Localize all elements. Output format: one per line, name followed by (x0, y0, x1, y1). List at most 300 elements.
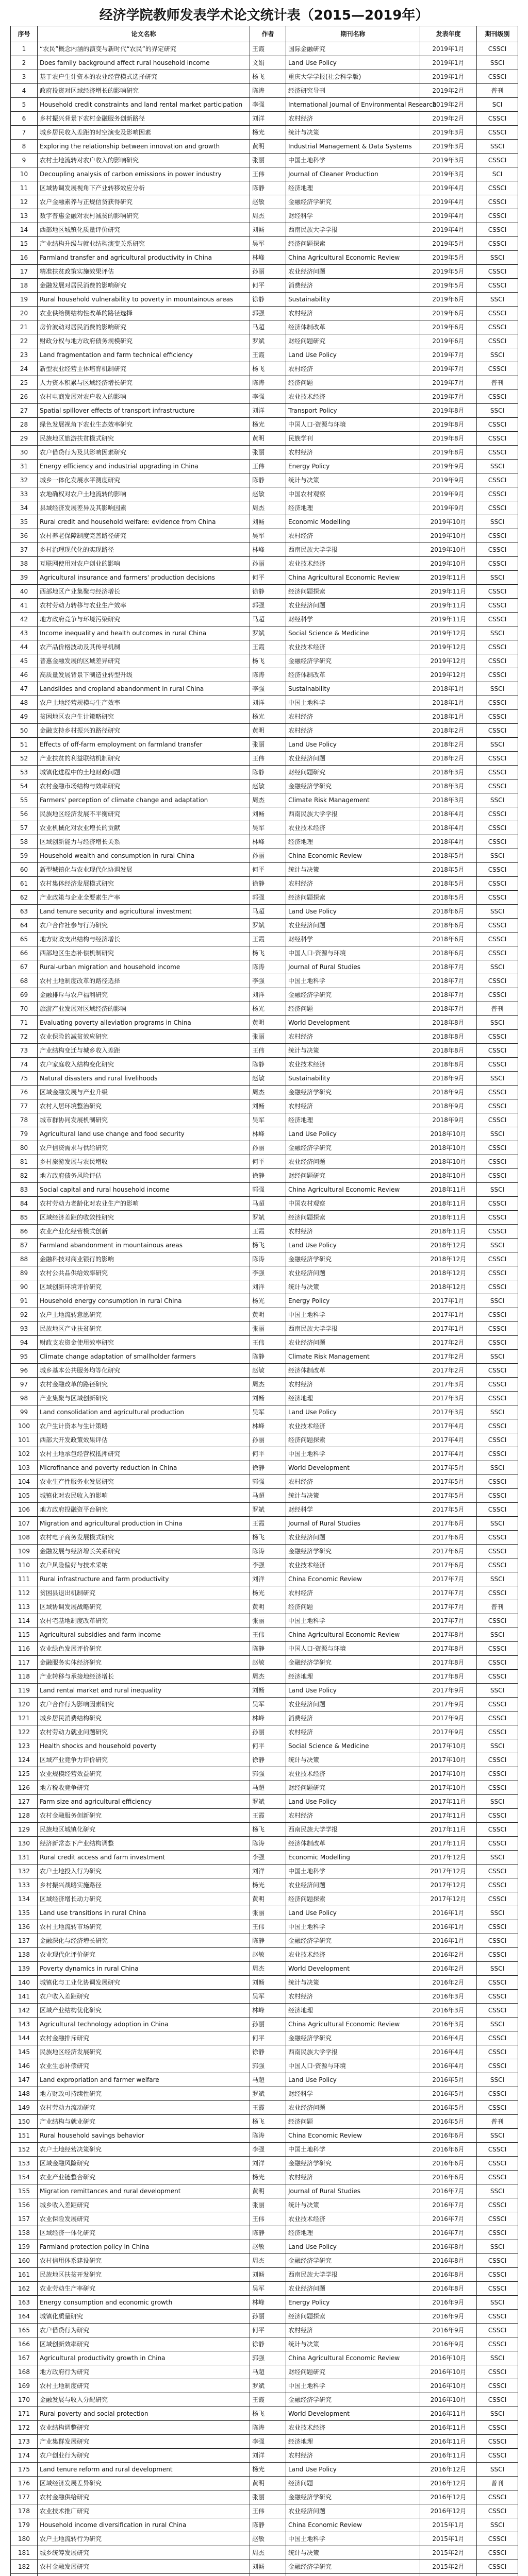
journal-level: CSSCI (477, 2143, 518, 2157)
journal-name: 财经科学 (286, 613, 420, 626)
row-index: 156 (11, 2198, 38, 2212)
journal-level: CSSCI (477, 126, 518, 140)
journal-level: CSSCI (477, 1336, 518, 1350)
table-row (11, 1545, 518, 1558)
table-row (11, 738, 518, 752)
row-index: 41 (11, 599, 38, 613)
publish-date: 2016年5月 (420, 2115, 477, 2129)
paper-title: 农户收入差距研究 (38, 1990, 250, 2004)
table-row (11, 919, 518, 933)
publish-date: 2019年5月 (420, 237, 477, 251)
author: 李强 (250, 682, 286, 696)
author: 王霞 (250, 1809, 286, 1823)
author: 郭强 (250, 2059, 286, 2073)
table-row (11, 2157, 518, 2171)
journal-name: 金融经济学研究 (286, 2560, 420, 2574)
publish-date: 2017年6月 (420, 1545, 477, 1558)
row-index: 83 (11, 1183, 38, 1197)
table-row (11, 432, 518, 446)
row-index: 181 (11, 2546, 38, 2560)
table-row (11, 2198, 518, 2212)
author: 杨光 (250, 418, 286, 432)
author: 杨光 (250, 1586, 286, 1600)
publish-date: 2016年2月 (420, 1976, 477, 1990)
row-index: 169 (11, 2379, 38, 2393)
journal-name: 农业技术经济 (286, 640, 420, 654)
row-index: 27 (11, 404, 38, 418)
paper-title: 西部地区生态补偿机制研究 (38, 946, 250, 960)
journal-name: 农村经济 (286, 1586, 420, 1600)
table-row (11, 863, 518, 877)
journal-level: CSSCI (477, 599, 518, 613)
journal-level: CSSCI (477, 974, 518, 988)
table-row (11, 473, 518, 487)
publish-date: 2018年12月 (420, 1266, 477, 1280)
table-row (11, 2463, 518, 2477)
table-row (11, 752, 518, 766)
paper-title: 地方政府行为研究 (38, 2365, 250, 2379)
journal-name: Land Use Policy (286, 1906, 420, 1920)
row-index: 38 (11, 557, 38, 571)
journal-name: 农业技术经济 (286, 390, 420, 404)
paper-title: 农村电商发展对农户收入的影响 (38, 390, 250, 404)
author: 黄明 (250, 1308, 286, 1322)
journal-level: CSSCI (477, 668, 518, 682)
row-index: 22 (11, 334, 38, 348)
journal-name: 经济问题探索 (286, 1433, 420, 1447)
author: 徐静 (250, 2045, 286, 2059)
journal-level: CSSCI (477, 2212, 518, 2226)
journal-level: SSCI (477, 626, 518, 640)
journal-level: SSCI (477, 960, 518, 974)
row-index: 53 (11, 766, 38, 779)
row-index: 54 (11, 779, 38, 793)
journal-name: Land Use Policy (286, 1239, 420, 1252)
author: 刘洋 (250, 1865, 286, 1878)
paper-title: 农村信用体系建设研究 (38, 2254, 250, 2268)
author: 周杰 (250, 793, 286, 807)
table-row (11, 1795, 518, 1809)
paper-title: 政府投资对区域经济增长的影响研究 (38, 84, 250, 98)
row-index: 132 (11, 1865, 38, 1878)
publication-table (10, 26, 518, 2576)
paper-title: 区域经济一体化研究 (38, 2226, 250, 2240)
row-index: 126 (11, 1781, 38, 1795)
journal-level: CSSCI (477, 2157, 518, 2171)
journal-level: CSSCI (477, 2337, 518, 2351)
journal-name: China Economic Review (286, 2518, 420, 2532)
paper-title: 农户风险偏好与技术采纳 (38, 1558, 250, 1572)
journal-level: CSSCI (477, 1767, 518, 1781)
author: 何平 (250, 863, 286, 877)
journal-name: 西南民族大学学报 (286, 1322, 420, 1336)
row-index: 109 (11, 1545, 38, 1558)
table-row (11, 1711, 518, 1725)
row-index: 50 (11, 724, 38, 738)
publish-date: 2016年4月 (420, 2059, 477, 2073)
publish-date: 2018年10月 (420, 1127, 477, 1141)
journal-name: Sustainability (286, 293, 420, 307)
journal-level: CSSCI (477, 1670, 518, 1684)
row-index: 150 (11, 2115, 38, 2129)
author: 张丽 (250, 1614, 286, 1628)
journal-name: 农村经济 (286, 362, 420, 376)
paper-title: 城镇化质量研究 (38, 2310, 250, 2324)
publish-date: 2017年3月 (420, 1378, 477, 1392)
publish-date: 2016年7月 (420, 2212, 477, 2226)
author: 马超 (250, 2365, 286, 2379)
author: 王霞 (250, 2101, 286, 2115)
author: 刘畅 (250, 807, 286, 821)
table-row (11, 181, 518, 195)
paper-title: 民族地区旅游扶贫模式研究 (38, 432, 250, 446)
paper-title: 农户土地投入行为研究 (38, 1865, 250, 1878)
paper-title: Rural infrastructure and farm productivity (38, 1572, 250, 1586)
journal-level: CSSCI (477, 1030, 518, 1044)
journal-name: 农业经济问题 (286, 919, 420, 933)
row-index: 5 (11, 98, 38, 112)
table-row (11, 1169, 518, 1183)
row-index: 29 (11, 432, 38, 446)
journal-level: SSCI (477, 1072, 518, 1086)
journal-level: CSSCI (477, 2059, 518, 2073)
row-index: 49 (11, 710, 38, 724)
publish-date: 2018年9月 (420, 1072, 477, 1086)
journal-name: 金融经济学研究 (286, 1934, 420, 1948)
table-row (11, 1851, 518, 1865)
paper-title: 城乡一体化发展水平测度研究 (38, 473, 250, 487)
paper-title: Health shocks and household poverty (38, 1739, 250, 1753)
journal-name: China Agricultural Economic Review (286, 251, 420, 265)
author: 王伟 (250, 1920, 286, 1934)
author: 孙丽 (250, 1141, 286, 1155)
journal-level: CSSCI (477, 418, 518, 432)
paper-title: 城镇化对农民收入的影响 (38, 1489, 250, 1503)
journal-name: 统计与决策 (286, 1280, 420, 1294)
paper-title: 区域经济增长动力研究 (38, 1892, 250, 1906)
paper-title: 地方财政支出结构与经济增长 (38, 933, 250, 946)
publish-date: 2018年1月 (420, 696, 477, 710)
publish-date: 2019年8月 (420, 404, 477, 418)
journal-level: CSSCI (477, 432, 518, 446)
journal-level: CSSCI (477, 181, 518, 195)
row-index: 180 (11, 2532, 38, 2546)
table-row (11, 1878, 518, 1892)
row-index: 170 (11, 2393, 38, 2407)
author: 罗斌 (250, 1795, 286, 1809)
journal-level: CSSCI (477, 320, 518, 334)
table-row (11, 1030, 518, 1044)
row-index: 118 (11, 1670, 38, 1684)
row-index: 171 (11, 2407, 38, 2421)
publish-date: 2019年3月 (420, 154, 477, 167)
author: 孙丽 (250, 2018, 286, 2031)
paper-title: 农村养老保障制度完善路径研究 (38, 529, 250, 543)
publish-date: 2018年7月 (420, 974, 477, 988)
author: 刘畅 (250, 2268, 286, 2282)
row-index: 23 (11, 348, 38, 362)
journal-name: 金融经济学研究 (286, 988, 420, 1002)
journal-level: CSSCI (477, 1503, 518, 1517)
journal-name: 中国人口·资源与环境 (286, 2059, 420, 2073)
author: 林峰 (250, 1711, 286, 1725)
row-index: 89 (11, 1266, 38, 1280)
paper-title: 农户借贷行为及其影响因素研究 (38, 446, 250, 460)
row-index: 64 (11, 919, 38, 933)
row-index: 33 (11, 487, 38, 501)
journal-name: 中国农村观察 (286, 487, 420, 501)
journal-level: CSSCI (477, 2560, 518, 2574)
author: 周杰 (250, 209, 286, 223)
journal-name: Transport Policy (286, 404, 420, 418)
author: 林峰 (250, 1419, 286, 1433)
author: 孙丽 (250, 557, 286, 571)
row-index: 14 (11, 223, 38, 237)
row-index: 101 (11, 1433, 38, 1447)
publish-date: 2017年5月 (420, 1475, 477, 1489)
table-row (11, 1183, 518, 1197)
author: 孙丽 (250, 1725, 286, 1739)
journal-level: CSSCI (477, 1419, 518, 1433)
row-index: 36 (11, 529, 38, 543)
author: 陈涛 (250, 84, 286, 98)
author: 马超 (250, 905, 286, 919)
table-row (11, 1364, 518, 1378)
row-index: 3 (11, 70, 38, 84)
row-index: 152 (11, 2143, 38, 2157)
table-row (11, 1350, 518, 1364)
row-index: 79 (11, 1127, 38, 1141)
table-row (11, 585, 518, 599)
paper-title: 财政支农资金使用效率研究 (38, 1336, 250, 1350)
journal-level: CSSCI (477, 2268, 518, 2282)
table-row (11, 766, 518, 779)
journal-name: 财经科学 (286, 933, 420, 946)
table-row (11, 154, 518, 167)
row-index: 76 (11, 1086, 38, 1099)
publish-date: 2018年9月 (420, 1113, 477, 1127)
paper-title: 农业供给侧结构性改革的路径选择 (38, 307, 250, 320)
author: 陈涛 (250, 1545, 286, 1558)
paper-title: Agricultural land use change and food security (38, 1127, 250, 1141)
author: 徐静 (250, 1753, 286, 1767)
table-row (11, 2296, 518, 2310)
row-index: 102 (11, 1447, 38, 1461)
row-index: 125 (11, 1767, 38, 1781)
publish-date: 2015年1月 (420, 2532, 477, 2546)
publish-date: 2019年5月 (420, 279, 477, 293)
table-row (11, 654, 518, 668)
table-row (11, 2171, 518, 2184)
journal-name: China Economic Review (286, 1572, 420, 1586)
row-index: 97 (11, 1378, 38, 1392)
journal-level: CSSCI (477, 2324, 518, 2337)
table-row (11, 460, 518, 473)
journal-level: SSCI (477, 1350, 518, 1364)
author: 张丽 (250, 2198, 286, 2212)
journal-name: 金融经济学研究 (286, 1252, 420, 1266)
author: 赵敏 (250, 1948, 286, 1962)
publish-date: 2017年7月 (420, 1572, 477, 1586)
publish-date: 2016年9月 (420, 2310, 477, 2324)
journal-name: 农村经济 (286, 1725, 420, 1739)
journal-name: 农业经济问题 (286, 265, 420, 279)
author: 黄明 (250, 432, 286, 446)
journal-level: SSCI (477, 2407, 518, 2421)
author: 罗斌 (250, 2379, 286, 2393)
paper-title: Microfinance and poverty reduction in China (38, 1461, 250, 1475)
table-row (11, 2407, 518, 2421)
author: 吴军 (250, 1698, 286, 1711)
table-row (11, 2421, 518, 2435)
row-index: 67 (11, 960, 38, 974)
row-index: 143 (11, 2018, 38, 2031)
author: 孙丽 (250, 265, 286, 279)
table-row (11, 2212, 518, 2226)
publish-date (420, 2574, 477, 2576)
publish-date: 2019年4月 (420, 223, 477, 237)
journal-name: 财经问题研究 (286, 2365, 420, 2379)
journal-level: CSSCI (477, 2435, 518, 2449)
row-index: 7 (11, 126, 38, 140)
journal-name: Economic Modelling (286, 1851, 420, 1865)
row-index: 155 (11, 2184, 38, 2198)
journal-name: 重庆大学学报(社会科学版) (286, 70, 420, 84)
table-row (11, 1809, 518, 1823)
publish-date: 2016年8月 (420, 2240, 477, 2254)
journal-name: Sustainability (286, 682, 420, 696)
journal-name: 财经问题研究 (286, 1781, 420, 1795)
journal-level: SSCI (477, 1405, 518, 1419)
journal-level: CSSCI (477, 1725, 518, 1739)
publish-date: 2019年5月 (420, 265, 477, 279)
paper-title: 农业规模经营效益研究 (38, 1767, 250, 1781)
journal-level: CSSCI (477, 2087, 518, 2101)
table-row (11, 1489, 518, 1503)
author: 张丽 (250, 2490, 286, 2504)
journal-level: SSCI (477, 2129, 518, 2143)
publish-date: 2017年11月 (420, 1795, 477, 1809)
row-index: 78 (11, 1113, 38, 1127)
journal-name: 消费经济 (286, 1711, 420, 1725)
journal-level: CSSCI (477, 1197, 518, 1211)
journal-name: Land Use Policy (286, 56, 420, 70)
paper-title: 农业技术推广研究 (38, 2504, 250, 2518)
journal-name: 金融经济学研究 (286, 1656, 420, 1670)
author: 王霞 (250, 348, 286, 362)
row-index: 70 (11, 1002, 38, 1016)
publish-date: 2017年8月 (420, 1670, 477, 1684)
journal-level: 普刊 (477, 376, 518, 390)
row-index: 124 (11, 1753, 38, 1767)
table-row (11, 251, 518, 265)
author: 陈静 (250, 1350, 286, 1364)
author: 马超 (250, 1781, 286, 1795)
table-row (11, 446, 518, 460)
journal-name: 统计与决策 (286, 1976, 420, 1990)
paper-title: 区域创新效率研究 (38, 2337, 250, 2351)
author: 马超 (250, 2073, 286, 2087)
journal-name: Land Use Policy (286, 738, 420, 752)
author (250, 2574, 286, 2576)
journal-level: CSSCI (477, 1475, 518, 1489)
publish-date: 2018年5月 (420, 863, 477, 877)
journal-name: 农村经济 (286, 1099, 420, 1113)
paper-title: Effects of off-farm employment on farmland transfer (38, 738, 250, 752)
paper-title: 区域经济发展差异研究 (38, 2477, 250, 2490)
row-index: 93 (11, 1322, 38, 1336)
publish-date: 2017年2月 (420, 1364, 477, 1378)
author: 周杰 (250, 501, 286, 515)
paper-title: 农户土地流转行为研究 (38, 2532, 250, 2546)
publish-date: 2018年9月 (420, 1086, 477, 1099)
paper-title: Spatial spillover effects of transport infrastructure (38, 404, 250, 418)
journal-name: Land Use Policy (286, 2240, 420, 2254)
journal-level: CSSCI (477, 2226, 518, 2240)
row-index: 90 (11, 1280, 38, 1294)
publish-date: 2018年8月 (420, 1058, 477, 1072)
paper-title: Income inequality and health outcomes in rural China (38, 626, 250, 640)
author: 刘洋 (250, 2449, 286, 2463)
journal-level: CSSCI (477, 1113, 518, 1127)
table-row (11, 2518, 518, 2532)
journal-level: CSSCI (477, 2393, 518, 2407)
author: 杨飞 (250, 654, 286, 668)
journal-level: SSCI (477, 1239, 518, 1252)
paper-title: Land fragmentation and farm technical efficiency (38, 348, 250, 362)
journal-level: CSSCI (477, 307, 518, 320)
journal-name: 统计与决策 (286, 1489, 420, 1503)
publish-date: 2016年8月 (420, 2254, 477, 2268)
publish-date: 2018年1月 (420, 682, 477, 696)
publish-date: 2016年3月 (420, 1990, 477, 2004)
row-index: 43 (11, 626, 38, 640)
row-index: 139 (11, 1962, 38, 1976)
journal-name: 财经问题研究 (286, 334, 420, 348)
journal-level: CSSCI (477, 2171, 518, 2184)
paper-title: 农业产业链整合研究 (38, 2171, 250, 2184)
journal-level: CSSCI (477, 2004, 518, 2018)
table-row (11, 1531, 518, 1545)
table-row (11, 1433, 518, 1447)
journal-level: CSSCI (477, 1155, 518, 1169)
publish-date: 2016年12月 (420, 2477, 477, 2490)
table-row (11, 140, 518, 154)
row-index: 137 (11, 1934, 38, 1948)
journal-name: 民族学刊 (286, 432, 420, 446)
table-row (11, 2379, 518, 2393)
table-row (11, 988, 518, 1002)
row-index: 110 (11, 1558, 38, 1572)
paper-title: 乡村振兴战略实施路径 (38, 1878, 250, 1892)
table-row (11, 1837, 518, 1851)
table-row (11, 418, 518, 432)
journal-level: CSSCI (477, 279, 518, 293)
table-body (11, 42, 518, 2576)
journal-level: CSSCI (477, 2031, 518, 2045)
paper-title: 民族地区产业扶贫研究 (38, 1322, 250, 1336)
journal-level: CSSCI (477, 112, 518, 126)
publish-date: 2016年2月 (420, 1948, 477, 1962)
author: 林峰 (250, 543, 286, 557)
paper-title: 农业机械化对农业增长的贡献 (38, 821, 250, 835)
author: 陈涛 (250, 1252, 286, 1266)
paper-title: 农村金融服务创新研究 (38, 1809, 250, 1823)
row-index: 46 (11, 668, 38, 682)
journal-name: 经济问题 (286, 2115, 420, 2129)
journal-level: SSCI (477, 2351, 518, 2365)
publish-date: 2018年9月 (420, 1099, 477, 1113)
